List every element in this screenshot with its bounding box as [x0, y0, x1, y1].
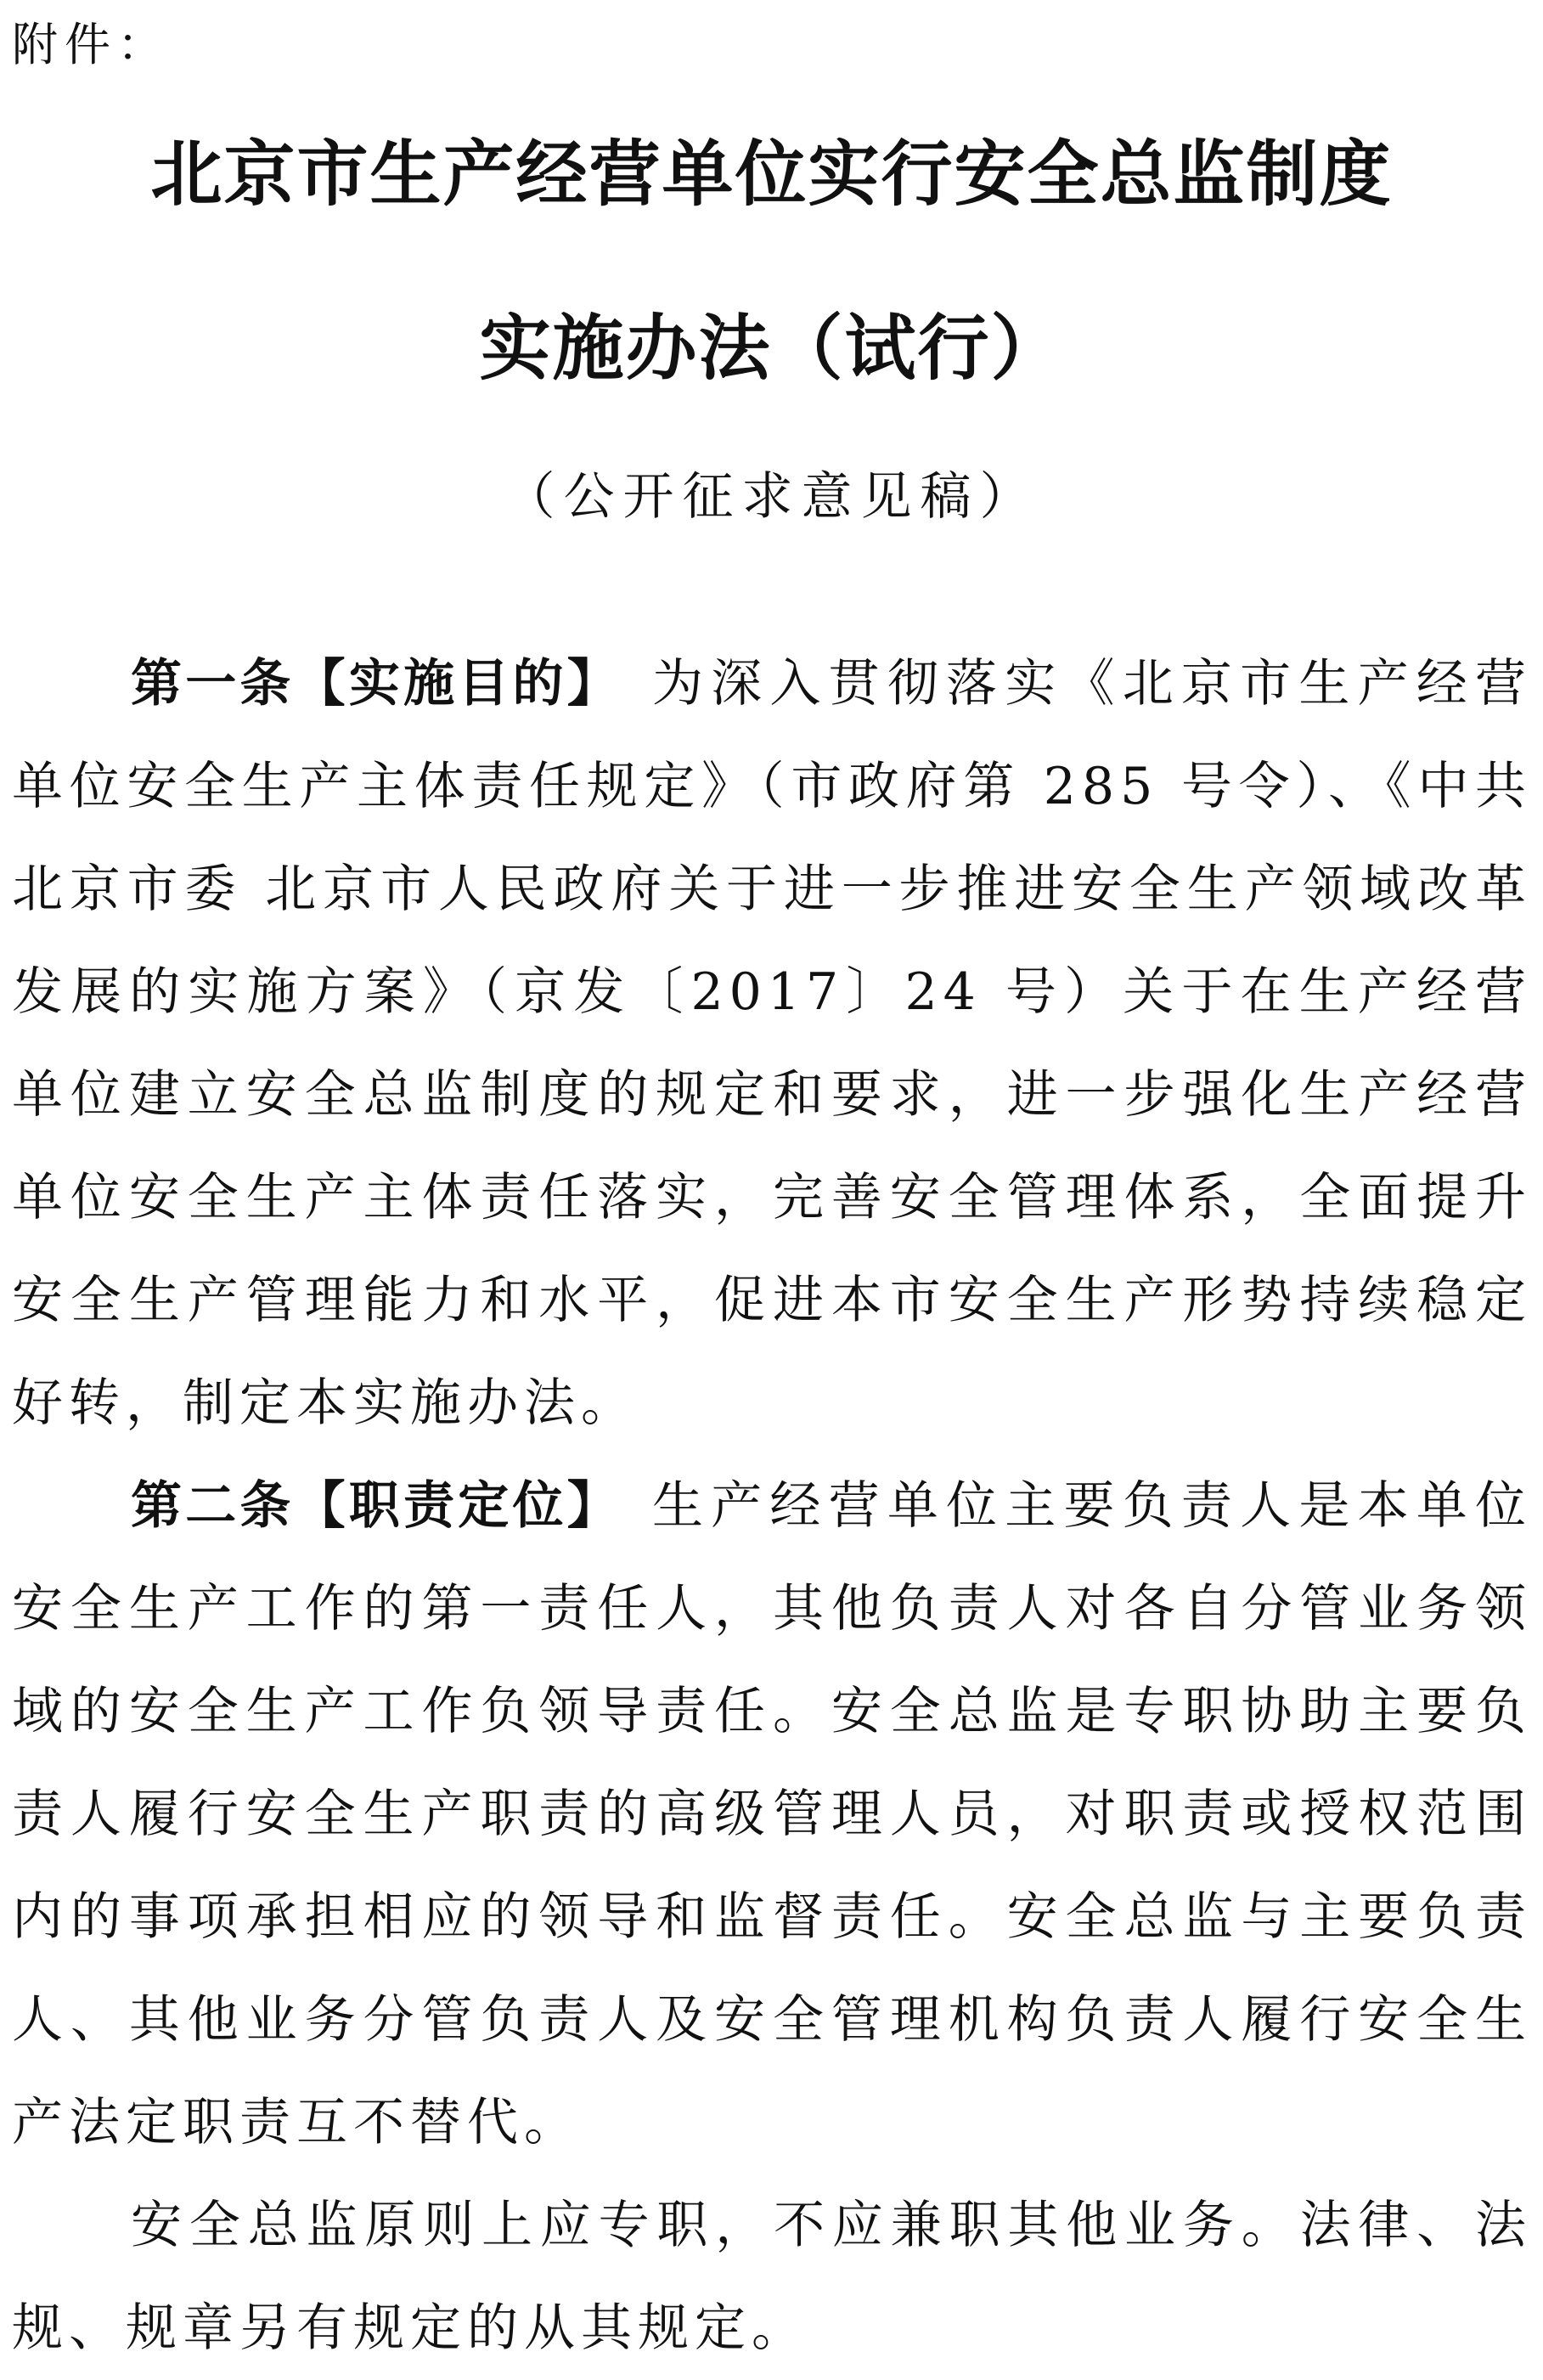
article-2-heading: 第二条【职责定位】	[131, 1476, 622, 1536]
document-body	[12, 633, 1532, 2380]
document-title-line-2: 实施办法（试行）	[479, 307, 1064, 390]
article-1-paragraph	[12, 633, 1532, 1455]
article-2-paragraph	[12, 1455, 1532, 2174]
article-2-supplement-paragraph: 安全总监原则上应专职，不应兼职其他业务。法律、法规、规章另有规定的从其规定。	[12, 2196, 1532, 2358]
document-subtitle: （公开征求意见稿）	[504, 467, 1039, 527]
attachment-label: 附件：	[12, 18, 170, 71]
document-title-line-1: 北京市生产经营单位实行安全总监制度	[150, 133, 1393, 216]
article-1-heading: 第一条【实施目的】	[131, 654, 622, 713]
article-1-text: 为深入贯彻落实《北京市生产经营单位安全生产主体责任规定》（市政府第 285 号令）、《中共北京市委 北京市人民政府关于进一步推进安全生产领域改革发展的实施方案》（京发〔2017〕24 号）关于在生产经营单位建立安全总监制度的规定和要求，进一步强化生产经营单位安全生产主体责任落实，完善安全管理体系，全面提升安全生产管理能力和水平，促进本市安全生产形势持续稳定好转，制定本实施办法。	[12, 654, 1533, 1433]
article-2-text: 生产经营单位主要负责人是本单位安全生产工作的第一责任人，其他负责人对各自分管业务领域的安全生产工作负领导责任。安全总监是专职协助主要负责人履行安全生产职责的高级管理人员，对职责或授权范围内的事项承担相应的领导和监督责任。安全总监与主要负责人、其他业务分管负责人及安全管理机构负责人履行安全生产法定职责互不替代。	[12, 1476, 1533, 2152]
